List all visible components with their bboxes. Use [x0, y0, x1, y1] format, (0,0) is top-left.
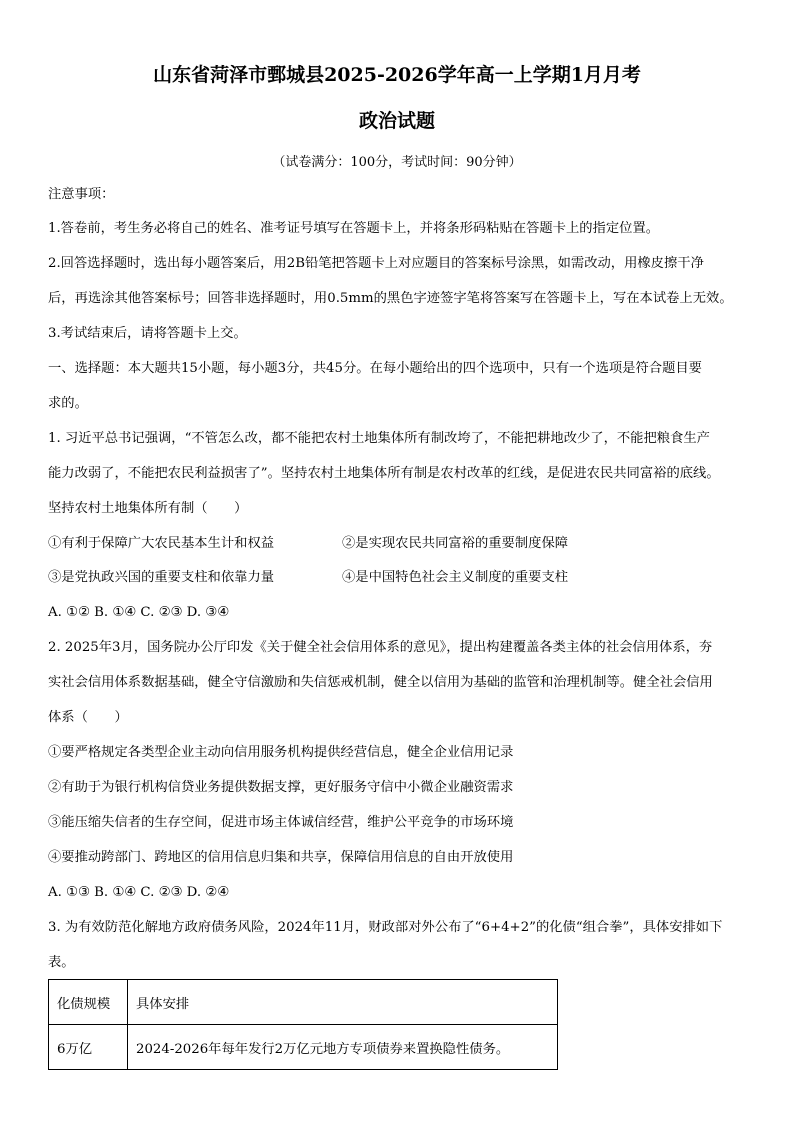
table-cell: 6万亿: [49, 1025, 128, 1070]
question-2-answers: A. ①③ B. ①④ C. ②③ D. ②④: [48, 885, 230, 900]
note-item: 3.考试结束后，请将答题卡上交。: [48, 326, 247, 341]
question-1-option: ①有利于保障广大农民基本生计和权益: [48, 536, 275, 551]
note-item: 1.答卷前，考生务必将自己的姓名、准考证号填写在答题卡上，并将条形码粘贴在答题卡上的指定位置。: [48, 221, 660, 236]
question-2-stem: 2. 2025年3月，国务院办公厅印发《关于健全社会信用体系的意见》，提出构建覆盖各类主体的社会信用体系，夯: [48, 640, 713, 655]
exam-info: （试卷满分：100分，考试时间：90分钟）: [272, 155, 522, 170]
question-1-option: ④是中国特色社会主义制度的重要支柱: [342, 570, 569, 585]
table-header-row: [49, 980, 558, 1025]
question-1-stem: 能力改弱了，不能把农民利益损害了”。坚持农村土地集体所有制是农村改革的红线，是促进农民共同富裕的底线。: [48, 466, 720, 481]
table-cell: 2024-2026年每年发行2万亿元地方专项债券来置换隐性债务。: [128, 1025, 558, 1070]
note-item: 后，再选涂其他答案标号；回答非选择题时，用0.5mm的黑色字迹签字笔将答案写在答题卡上，写在本试卷上无效。: [48, 291, 733, 306]
question-1-stem: 1. 习近平总书记强调，“不管怎么改，都不能把农村土地集体所有制改垮了，不能把耕地改少了，不能把粮食生产: [48, 431, 710, 446]
table-header-cell: 化债规模: [49, 980, 128, 1025]
table-row: [49, 1025, 558, 1070]
section-heading: 一、选择题：本大题共15小题，每小题3分，共45分。在每小题给出的四个选项中，只有一个选项是符合题目要: [48, 361, 702, 376]
question-2-option: ②有助于为银行机构信贷业务提供数据支撑，更好服务守信中小微企业融资需求: [48, 780, 514, 795]
question-3-stem: 3. 为有效防范化解地方政府债务风险，2024年11月，财政部对外公布了“6+4+2”的化债“组合拳”，具体安排如下: [48, 920, 723, 935]
question-1-option: ②是实现农民共同富裕的重要制度保障: [342, 536, 569, 551]
exam-title: 山东省菏泽市鄄城县2025-2026学年高一上学期1月月考: [153, 64, 641, 86]
debt-resolution-table: [48, 979, 558, 1070]
notes-heading: 注意事项：: [48, 187, 115, 202]
question-1-answers: A. ①② B. ①④ C. ②③ D. ③④: [48, 605, 230, 620]
note-item: 2.回答选择题时，选出每小题答案后，用2B铅笔把答题卡上对应题目的答案标号涂黑，如需改动，用橡皮擦干净: [48, 256, 704, 271]
question-1-option: ③是党执政兴国的重要支柱和依靠力量: [48, 570, 275, 585]
question-2-option: ①要严格规定各类型企业主动向信用服务机构提供经营信息，健全企业信用记录: [48, 745, 514, 760]
question-2-stem: 实社会信用体系数据基础，健全守信激励和失信惩戒机制，健全以信用为基础的监管和治理机制等。健全社会信用: [48, 675, 713, 690]
exam-subject: 政治试题: [358, 110, 435, 132]
question-1-stem: 坚持农村土地集体所有制（ ）: [48, 501, 248, 516]
question-2-option: ③能压缩失信者的生存空间，促进市场主体诚信经营，维护公平竞争的市场环境: [48, 815, 514, 830]
question-2-option: ④要推动跨部门、跨地区的信用信息归集和共享，保障信用信息的自由开放使用: [48, 850, 514, 865]
section-heading-cont: 求的。: [48, 396, 88, 411]
table-header-cell: 具体安排: [128, 980, 558, 1025]
question-2-stem: 体系（ ）: [48, 710, 128, 725]
question-3-stem: 表。: [48, 955, 75, 970]
